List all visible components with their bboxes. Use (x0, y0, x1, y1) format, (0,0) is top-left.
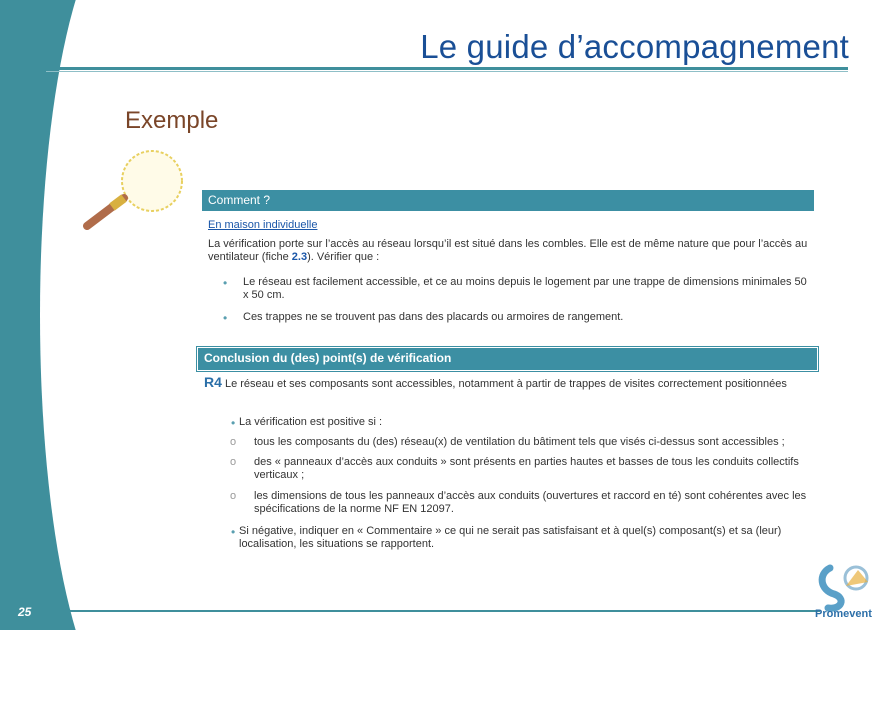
conclusion-code: R4 (204, 374, 222, 390)
positive-item: tous les composants du (des) réseau(x) de ventilation du bâtiment tels que visés ci-dessus sont accessibles ; (254, 436, 785, 448)
positive-item: des « panneaux d’accès aux conduits » sont présents en parties hautes et basses de tous les conduits collectifs verticaux ; (254, 456, 799, 481)
bullet-dot: • (231, 525, 236, 539)
positive-item: les dimensions de tous les panneaux d’accès aux conduits (ouvertures et raccord en té) sont cohérentes avec les spécifications de la norme NF EN 12097. (254, 490, 807, 515)
sub-bullet-dot: o (230, 490, 237, 502)
page-title: Le guide d’accompagnement (420, 28, 849, 65)
bullet-dot: • (223, 311, 228, 325)
positive-label: La vérification est positive si : (239, 416, 383, 428)
title-rule (46, 67, 848, 70)
negative-instruction: Si négative, indiquer en « Commentaire » ce qui ne serait pas satisfaisant et à quel(s) composant(s) et sa (leur) localisation, les situations se rapportent. (239, 525, 782, 550)
comment-intro (208, 238, 812, 264)
comment-intro-part2: ). Vérifier que : (307, 251, 380, 263)
conclusion-statement-text: Le réseau et ses composants sont accessibles, notamment à partir de trappes de visites correctement positionnées (224, 378, 787, 390)
sub-bullet-dot: o (230, 456, 237, 468)
section-heading: Exemple (125, 107, 219, 134)
fiche-reference: 2.3 (291, 251, 308, 263)
comment-bullet: Le réseau est facilement accessible, et ce au moins depuis le logement par une trappe de dimensions minimales 50 x 50 cm. (243, 276, 807, 301)
logo-text: Promevent (815, 608, 872, 620)
sub-bullet-dot: o (230, 436, 237, 448)
conclusion-header: Conclusion du (des) point(s) de vérification (198, 348, 817, 370)
magnifier-icon (82, 148, 192, 238)
comment-bullet: Ces trappes ne se trouvent pas dans des placards ou armoires de rangement. (243, 311, 624, 323)
bullet-dot: • (231, 416, 236, 430)
conclusion-statement (204, 376, 814, 391)
title-rule-thin (46, 71, 848, 72)
comment-intro-part1: La vérification porte sur l’accès au réseau lorsqu’il est situé dans les combles. Elle est de même nature que pour l’accès au ventilateur (fiche (208, 238, 808, 263)
page-number: 25 (18, 605, 32, 619)
comment-subheading: En maison individuelle (208, 219, 318, 231)
comment-header: Comment ? (202, 190, 814, 211)
footer-rule (60, 610, 820, 612)
bullet-dot: • (223, 276, 228, 290)
